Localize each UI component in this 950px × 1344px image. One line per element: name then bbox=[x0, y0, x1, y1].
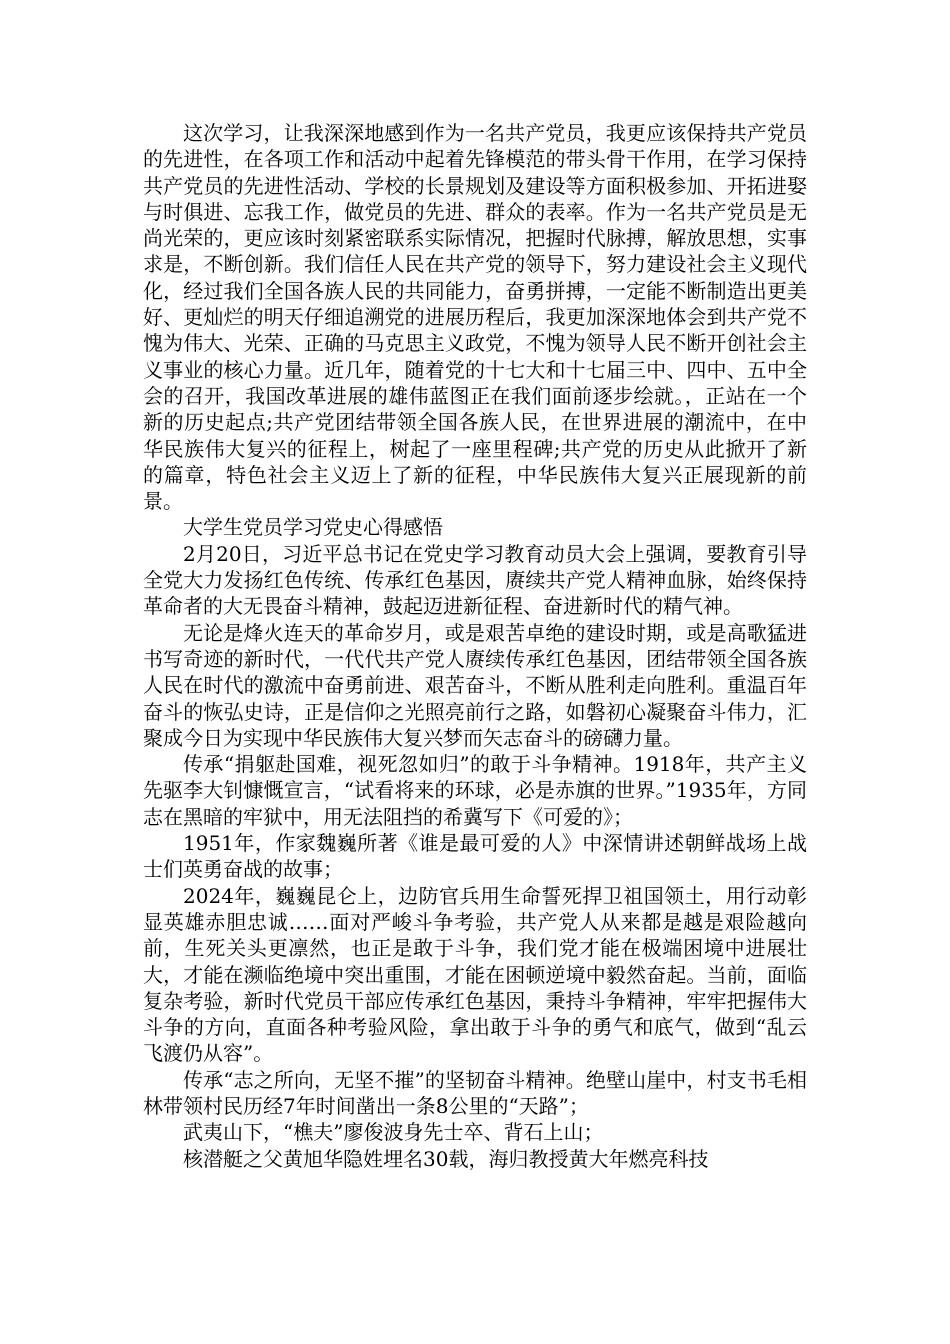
paragraph-feb-20-speech: 2月20日，习近平总书记在党史学习教育动员大会上强调，要教育引导全党大力发扬红色传统、传承红色基因，赓续共产党人精神血脉，始终保持革命者的大无畏奋斗精神，鼓起迈进新征程、奋进新时代的精气神。 bbox=[143, 541, 807, 619]
paragraph-study-reflection: 这次学习，让我深深地感到作为一名共产党员，我更应该保持共产党员的先进性，在各项工作和活动中起着先锋模范的带头骨干作用，在学习保持共产党员的先进性活动、学校的长景规划及建设等方面积极参加、开拓进娶与时俱进、忘我工作，做党员的先进、群众的表率。作为一名共产党员是无尚光荣的，更应该时刻紧密联系实际情况，把握时代脉搏，解放思想，实事求是，不断创新。我们信任人民在共产党的领导下，努力建设社会主义现代化，经过我们全国各族人民的共同能力，奋勇拼搏，一定能不断制造出更美好、更灿烂的明天仔细追溯党的进展历程后，我更加深深地体会到共产党不愧为伟大、光荣、正确的马克思主义政党，不愧为领导人民不断开创社会主义事业的核心力量。近几年，随着党的十七大和十七届三中、四中、五中全会的召开，我国改革进展的雄伟蓝图正在我们面前逐步绘就。，正站在一个新的历史起点;共产党团结带领全国各族人民，在世界进展的潮流中，在中华民族伟大复兴的征程上，树起了一座里程碑;共产党的历史从此掀开了新的篇章，特色社会主义迈上了新的征程，中华民族伟大复兴正展现新的前景。 bbox=[143, 121, 807, 514]
paragraph-struggle-spirit: 传承“捐躯赴国难，视死忽如归”的敢于斗争精神。1918年，共产主义先驱李大钊慷慨宣言，“试看将来的环球，必是赤旗的世界。”1935年，方同志在黑暗的牢狱中，用无法阻挡的希冀写下《可爱的》； bbox=[143, 752, 807, 829]
paragraph-2024: 2024年，巍巍昆仑上，边防官兵用生命誓死捍卫祖国领土，用行动彰显英雄赤胆忠诚……面对严峻斗争考验，共产党人从来都是越是艰险越向前，生死关头更凛然，也正是敢于斗争，我们党才能在极端困境中进展壮大，才能在濒临绝境中突出重围，才能在困顿逆境中毅然奋起。当前，面临复杂考验，新时代党员干部应传承红色基因，秉持斗争精神，牢牢把握伟大斗争的方向，直面各种考验风险，拿出敢于斗争的勇气和底气，做到“乱云飞渡仍从容”。 bbox=[143, 883, 807, 1066]
paragraph-1951: 1951年，作家魏巍所著《谁是最可爱的人》中深情讲述朝鲜战场上战士们英勇奋战的故事； bbox=[143, 831, 807, 882]
paragraph-wuyi-mountain: 武夷山下，“樵夫”廖俊波身先士卒、背石上山； bbox=[183, 1120, 604, 1145]
paragraph-perseverance: 传承“志之所向，无坚不摧”的坚韧奋斗精神。绝壁山崖中，村支书毛相林带领村民历经7年时间凿出一条8公里的“天路”； bbox=[143, 1067, 807, 1118]
document-page bbox=[143, 120, 807, 1172]
paragraph-red-gene: 无论是烽火连天的革命岁月，或是艰苦卓绝的建设时期，或是高歌猛进书写奇迹的新时代，一代代共产党人赓续传承红色基因，团结带领全国各族人民在时代的激流中奋勇前进、艰苦奋斗，不断从胜利走向胜利。重温百年奋斗的恢弘史诗，正是信仰之光照亮前行之路，如磐初心凝聚奋斗伟力，汇聚成今日为实现中华民族伟大复兴梦而矢志奋斗的磅礴力量。 bbox=[143, 620, 807, 750]
paragraph-nuclear-submarine: 核潜艇之父黄旭华隐姓埋名30载，海归教授黄大年燃亮科技 bbox=[183, 1146, 709, 1171]
section-title: 大学生党员学习党史心得感悟 bbox=[183, 515, 443, 540]
